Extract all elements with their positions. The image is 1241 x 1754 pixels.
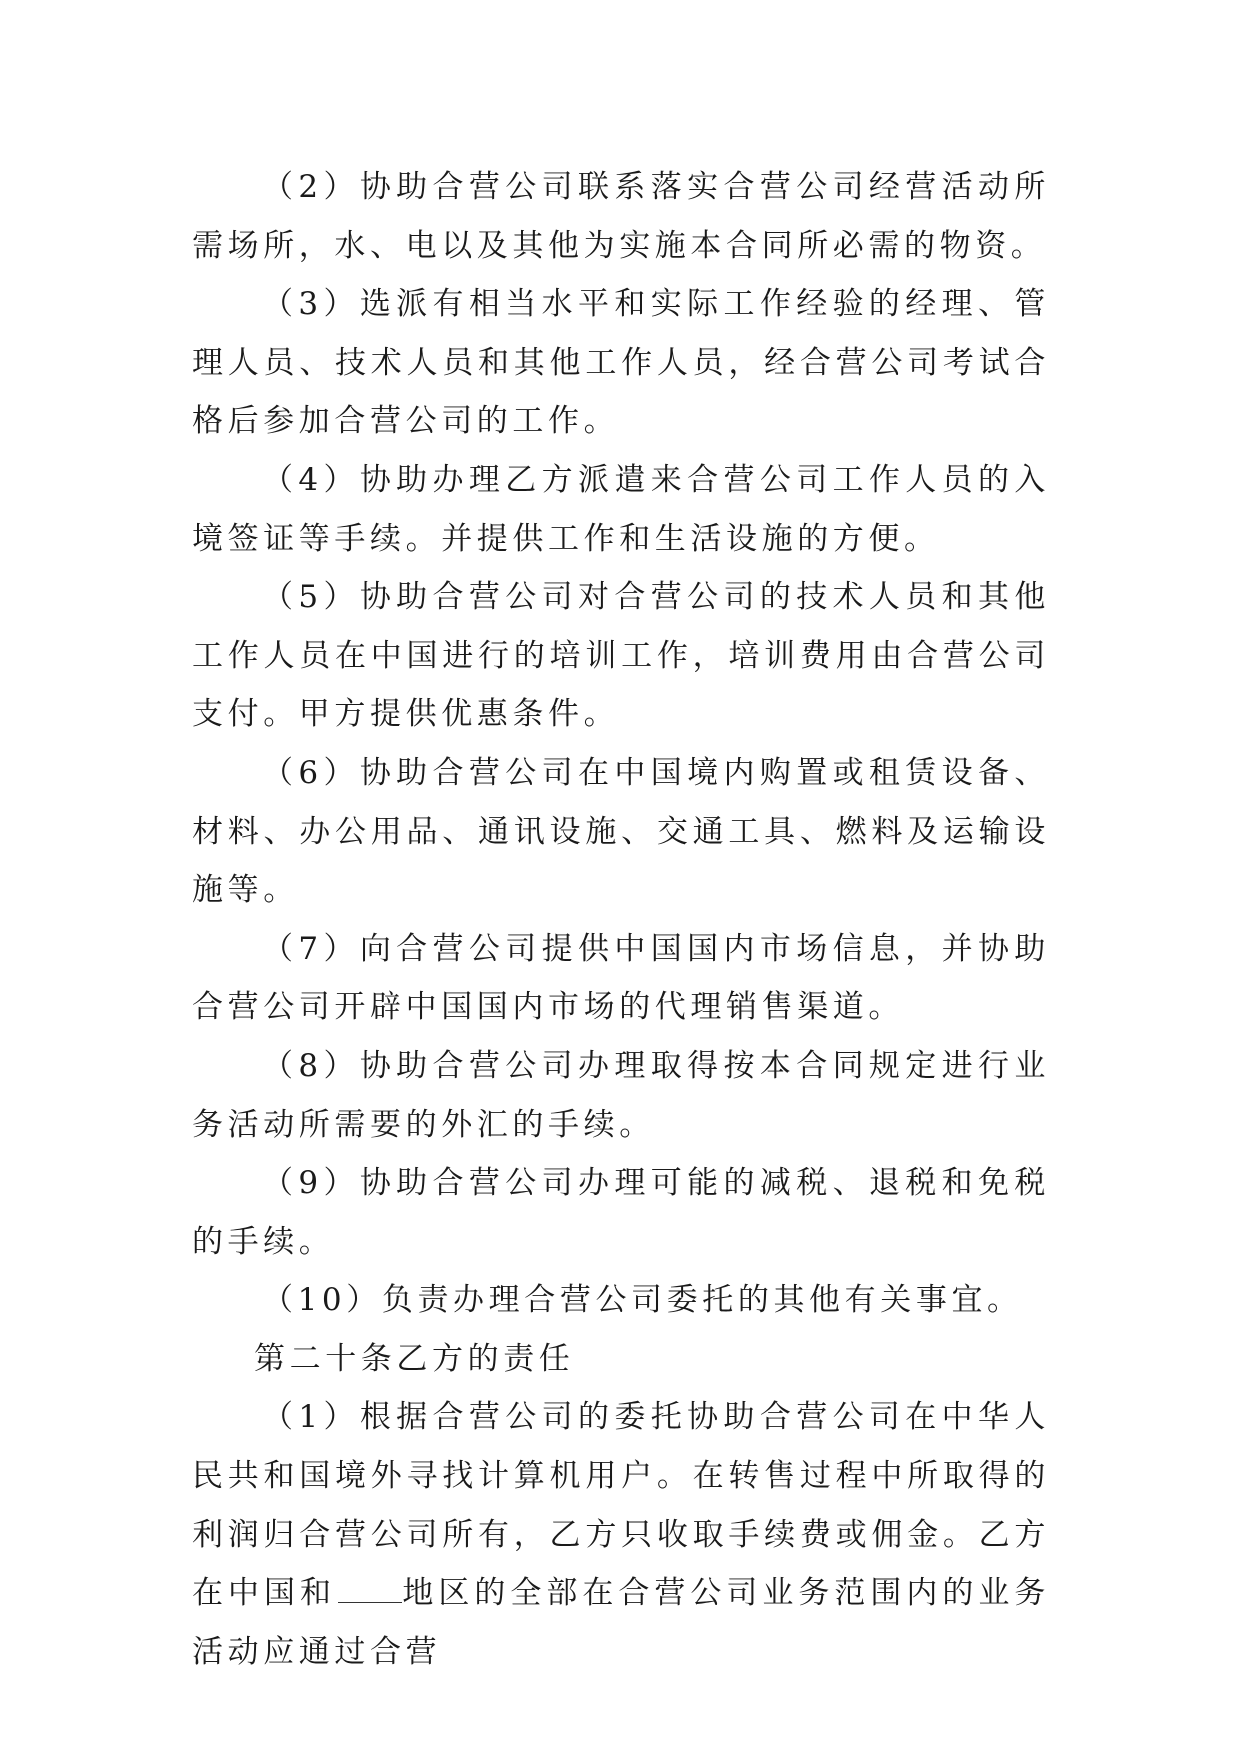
paragraph-text-part1: （1）根据合营公司的委托协助合营公司在中华人民共和国境外寻找计算机用户。在转售过程中所取得的利润归合营公司所有，乙方只收取手续费或佣金。乙方在中国和	[192, 1399, 1050, 1612]
paragraph-item-10: （10）负责办理合营公司委托的其他有关事宜。	[262, 1282, 1023, 1319]
paragraph-item-5: （5）协助合营公司对合营公司的技术人员和其他工作人员在中国进行的培训工作，培训费用由合营公司支付。甲方提供优惠条件。	[192, 579, 1050, 733]
article-heading: 第二十条乙方的责任	[254, 1340, 575, 1377]
fill-in-blank	[338, 1601, 402, 1603]
paragraph-party-b-item-1	[192, 1388, 1050, 1681]
paragraph-item-6: （6）协助合营公司在中国境内购置或租赁设备、材料、办公用品、通讯设施、交通工具、燃料及运输设施等。	[192, 754, 1050, 909]
document-page	[192, 158, 1050, 1681]
paragraph-item-2: （2）协助合营公司联系落实合营公司经营活动所需场所，水、电以及其他为实施本合同所必需的物资。	[192, 169, 1050, 264]
paragraph-text-part2: 地区的全部在合营公司业务范围内的业务活动应通过合营	[192, 1575, 1050, 1670]
paragraph-item-9: （9）协助合营公司办理可能的减税、退税和免税的手续。	[192, 1165, 1050, 1260]
paragraph-item-8: （8）协助合营公司办理取得按本合同规定进行业务活动所需要的外汇的手续。	[192, 1047, 1050, 1143]
paragraph-item-3: （3）选派有相当水平和实际工作经验的经理、管理人员、技术人员和其他工作人员，经合营公司考试合格后参加合营公司的工作。	[192, 286, 1050, 440]
paragraph-item-4: （4）协助办理乙方派遣来合营公司工作人员的入境签证等手续。并提供工作和生活设施的方便。	[192, 461, 1050, 557]
paragraph-item-7: （7）向合营公司提供中国国内市场信息，并协助合营公司开辟中国国内市场的代理销售渠道。	[192, 930, 1050, 1026]
